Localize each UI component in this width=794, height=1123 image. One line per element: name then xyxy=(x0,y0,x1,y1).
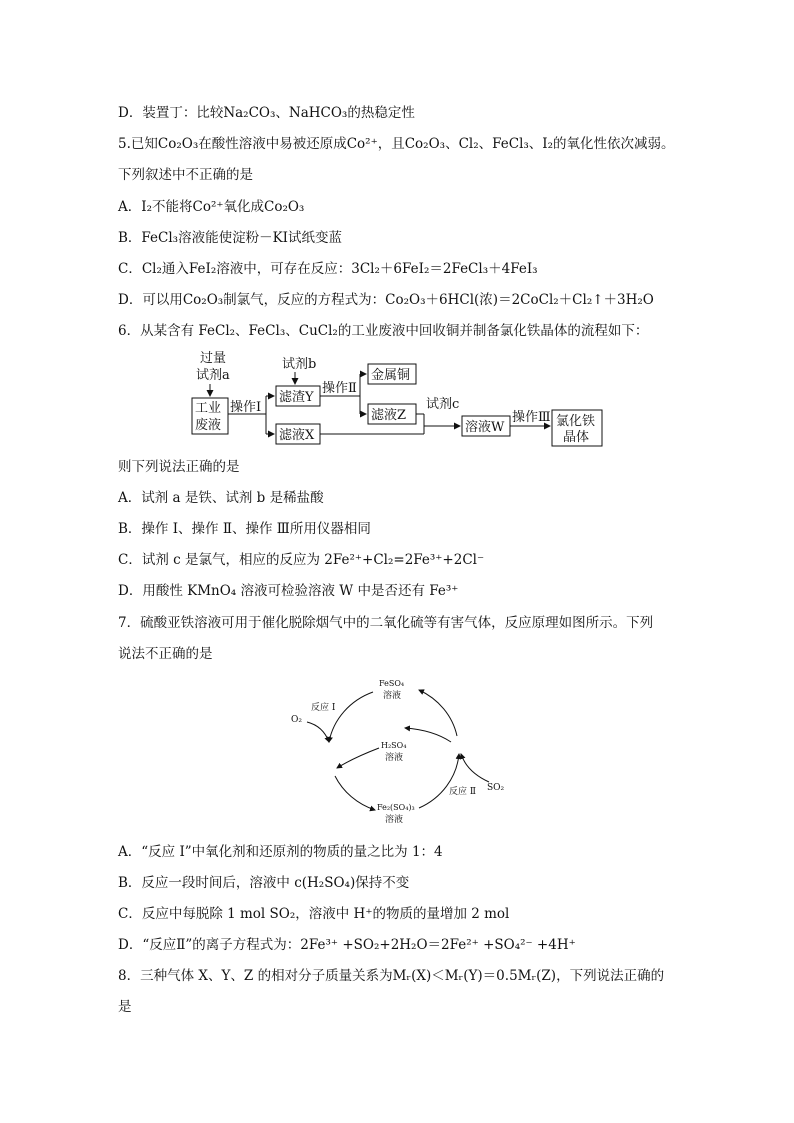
flow-reagent-c: 试剂c xyxy=(426,397,460,412)
q6-option-c: C．试剂 c 是氯气，相应的反应为 2Fe²⁺+Cl₂=2Fe³⁺+2Cl⁻ xyxy=(118,552,485,568)
q7-option-c: C．反应中每脱除 1 mol SO₂，溶液中 H⁺的物质的量增加 2 mol xyxy=(118,906,510,922)
cycle-reaction-2: 反应 Ⅱ xyxy=(449,787,476,797)
question-6-prompt: 则下列说法正确的是 xyxy=(118,459,240,475)
q5-option-c: C．Cl₂通入FeI₂溶液中，可存在反应：3Cl₂＋6FeI₂＝2FeCl₃＋4FeI₃ xyxy=(118,261,538,277)
question-5-stem: 5.已知Co₂O₃在酸性溶液中易被还原成Co²⁺，且Co₂O₃、Cl₂、FeCl₃、I₂的氧化性依次减弱。 xyxy=(118,136,675,152)
q7-option-a: A．“反应 Ⅰ”中氧化剂和还原剂的物质的量之比为 1：4 xyxy=(118,844,443,860)
q5-option-b: B．FeCl₃溶液能使淀粉－KI试纸变蓝 xyxy=(118,230,343,246)
flow-op1: 操作Ⅰ xyxy=(230,400,262,415)
flow-waste-line2: 废液 xyxy=(195,418,222,433)
q7-option-b: B．反应一段时间后，溶液中 c(H₂SO₄)保持不变 xyxy=(118,875,410,891)
cycle-reaction-1: 反应 Ⅰ xyxy=(311,703,336,713)
flow-op3: 操作Ⅲ xyxy=(512,410,551,425)
reaction-cycle-diagram xyxy=(283,672,513,827)
question-6-stem: 6．从某含有 FeCl₂、FeCl₃、CuCl₂的工业废液中回收铜并制备氯化铁晶体的流程如下： xyxy=(118,323,649,339)
q5-option-d: D．可以用Co₂O₃制氯气，反应的方程式为：Co₂O₃＋6HCl(浓)＝2CoCl₂＋Cl₂↑＋3H₂O xyxy=(118,292,654,308)
cycle-h2so4: H₂SO₄ xyxy=(381,741,407,750)
cycle-fe2so43-solution: 溶液 xyxy=(385,815,404,825)
cycle-so2: SO₂ xyxy=(487,783,505,793)
question-8-stem: 8．三种气体 X、Y、Z 的相对分子质量关系为Mᵣ(X)＜Mᵣ(Y)＝0.5Mᵣ(Z)，下列说法正确的 xyxy=(118,968,665,984)
cycle-feso4: FeSO₄ xyxy=(379,679,405,688)
q7-option-d: D．“反应Ⅱ”的离子方程式为：2Fe³⁺ +SO₂+2H₂O＝2Fe²⁺ +SO₄²⁻ +4H⁺ xyxy=(118,937,576,953)
cycle-h2so4-solution: 溶液 xyxy=(385,753,404,763)
flow-solution-w: 溶液W xyxy=(465,420,505,435)
flow-op2: 操作Ⅱ xyxy=(322,381,357,396)
flow-reagent-b: 试剂b xyxy=(282,357,317,372)
flow-residue-y: 滤渣Y xyxy=(279,390,314,405)
q6-option-b: B．操作 Ⅰ、操作 Ⅱ、操作 Ⅲ所用仪器相同 xyxy=(118,521,371,537)
process-flowchart xyxy=(190,348,610,452)
cycle-fe2so43: Fe₂(SO₄)₃ xyxy=(377,803,415,812)
flow-filtrate-x: 滤液X xyxy=(279,428,315,443)
q5-option-a: A．I₂不能将Co²⁺氧化成Co₂O₃ xyxy=(118,199,305,215)
flow-filtrate-z: 滤液Z xyxy=(371,408,407,423)
flow-product-line1: 氯化铁 xyxy=(556,414,596,429)
flow-reagent-a-line2: 试剂a xyxy=(196,368,230,383)
q6-option-d: D．用酸性 KMnO₄ 溶液可检验溶液 W 中是否还有 Fe³⁺ xyxy=(118,583,459,599)
flow-copper: 金属铜 xyxy=(371,368,411,383)
question-7-prompt: 说法不正确的是 xyxy=(118,646,213,662)
q6-option-a: A．试剂 a 是铁、试剂 b 是稀盐酸 xyxy=(118,490,324,506)
flow-reagent-a-line1: 过量 xyxy=(200,351,227,366)
question-8-stem-cont: 是 xyxy=(118,999,132,1015)
option-d-q4: D．装置丁：比较Na₂CO₃、NaHCO₃的热稳定性 xyxy=(118,105,415,121)
flow-product-line2: 晶体 xyxy=(563,430,590,445)
flow-waste-line1: 工业 xyxy=(195,401,222,416)
question-7-stem: 7．硫酸亚铁溶液可用于催化脱除烟气中的二氧化硫等有害气体，反应原理如图所示。下列 xyxy=(118,615,654,631)
cycle-o2: O₂ xyxy=(291,715,302,725)
question-5-prompt: 下列叙述中不正确的是 xyxy=(118,167,253,183)
cycle-feso4-solution: 溶液 xyxy=(383,691,402,701)
